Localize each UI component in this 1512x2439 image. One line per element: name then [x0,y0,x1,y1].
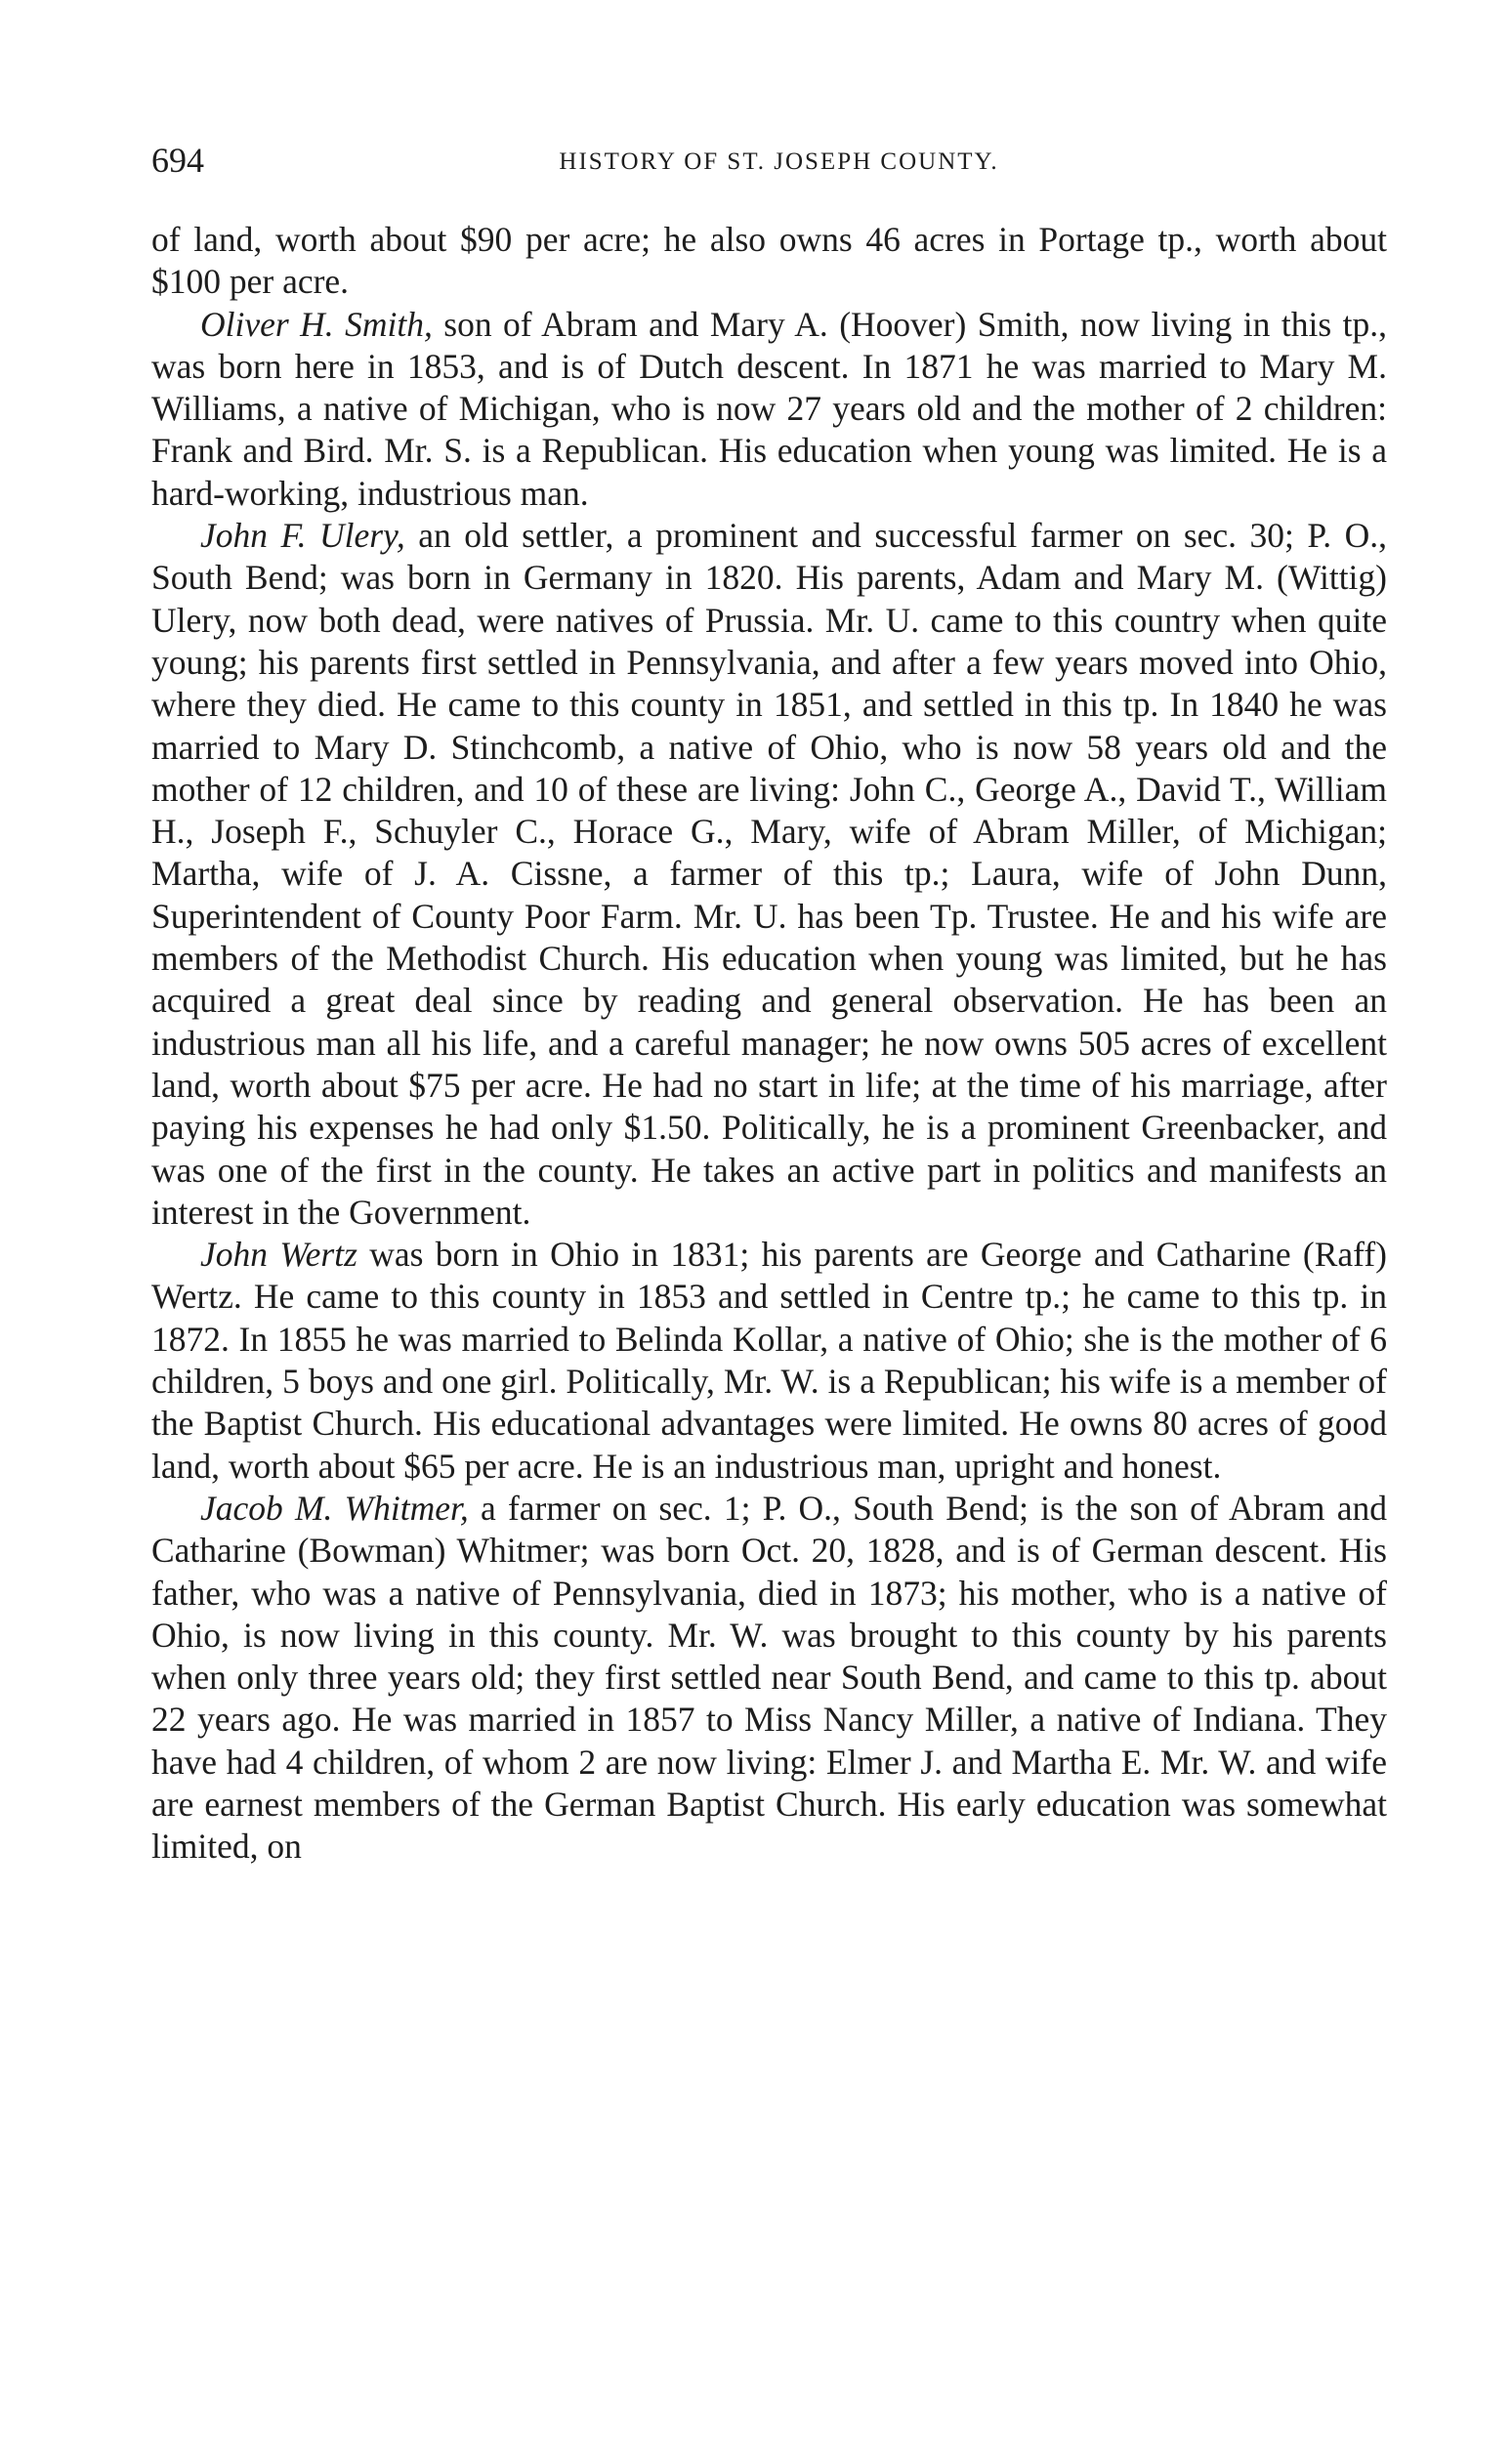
entry-text: an old settler, a prominent and successful farmer on sec. 30; P. O., South Bend; was born in Germany in 1820. His parents, Adam and Mary M. (Wittig) Ulery, now both dead, were natives of Prussia. Mr. U. came to this country when quite young; his parents first settled in Pennsylvania, and after a few years moved into Ohio, where they died. He came to this county in 1851, and settled in this tp. In 1840 he was married to Mary D. Stinchcomb, a native of Ohio, who is now 58 years old and the mother of 12 children, and 10 of these are living: John C., George A., David T., William H., Joseph F., Schuyler C., Horace G., Mary, wife of Abram Miller, of Michigan; Martha, wife of J. A. Cissne, a farmer of this tp.; Laura, wife of John Dunn, Superintendent of County Poor Farm. Mr. U. has been Tp. Trustee. He and his wife are members of the Methodist Church. His education when young was limited, but he has acquired a great deal since by reading and general observation. He has been an industrious man all his life, and a careful manager; he now owns 505 acres of excellent land, worth about $75 per acre. He had no start in life; at the time of his marriage, after paying his expenses he had only $1.50. Politically, he is a prominent Greenbacker, and was one of the first in the county. He takes an active part in politics and manifests an interest in the Government. [151,516,1387,1232]
entry-name: John Wertz [200,1235,357,1275]
body-text [151,219,1387,1869]
page-number: 694 [151,141,204,180]
entry-oliver-smith [151,304,1387,515]
entry-name: Oliver H. Smith, [200,304,433,344]
page-header [151,137,1387,184]
continuation-paragraph: of land, worth about $90 per acre; he also owns 46 acres in Portage tp., worth about $100 per acre. [151,220,1387,302]
entry-name: Jacob M. Whitmer, [200,1488,469,1528]
entry-text: son of Abram and Mary A. (Hoover) Smith, now living in this tp., was born here in 1853, and is of Dutch descent. In 1871 he was married to Mary M. Williams, a native of Michigan, who is now 27 years old and the mother of 2 children: Frank and Bird. Mr. S. is a Republican. His education when young was limited. He is a hard-working, industrious man. [151,304,1387,513]
entry-text: was born in Ohio in 1831; his parents are George and Catharine (Raff) Wertz. He came to this county in 1853 and settled in Centre tp.; he came to this tp. in 1872. In 1855 he was married to Belinda Kollar, a native of Ohio; she is the mother of 6 children, 5 boys and one girl. Politically, Mr. W. is a Republican; his wife is a member of the Baptist Church. His educational advantages were limited. He owns 80 acres of good land, worth about $65 per acre. He is an industrious man, upright and honest. [151,1235,1387,1486]
entry-text: a farmer on sec. 1; P. O., South Bend; is the son of Abram and Catharine (Bowman) Whitmer; was born Oct. 20, 1828, and is of German descent. His father, who was a native of Pennsylvania, died in 1873; his mother, who is a native of Ohio, is now living in this county. Mr. W. was brought to this county by his parents when only three years old; they first settled near South Bend, and came to this tp. about 22 years ago. He was married in 1857 to Miss Nancy Miller, a native of Indiana. They have had 4 children, of whom 2 are now living: Elmer J. and Martha E. Mr. W. and wife are earnest members of the German Baptist Church. His early education was somewhat limited, on [151,1488,1387,1867]
entry-john-ulery [151,515,1387,1234]
entry-jacob-whitmer [151,1488,1387,1869]
book-page [151,137,1387,1869]
entry-john-wertz [151,1234,1387,1488]
running-title: HISTORY OF ST. JOSEPH COUNTY. [559,148,999,175]
entry-name: John F. Ulery, [200,516,405,556]
